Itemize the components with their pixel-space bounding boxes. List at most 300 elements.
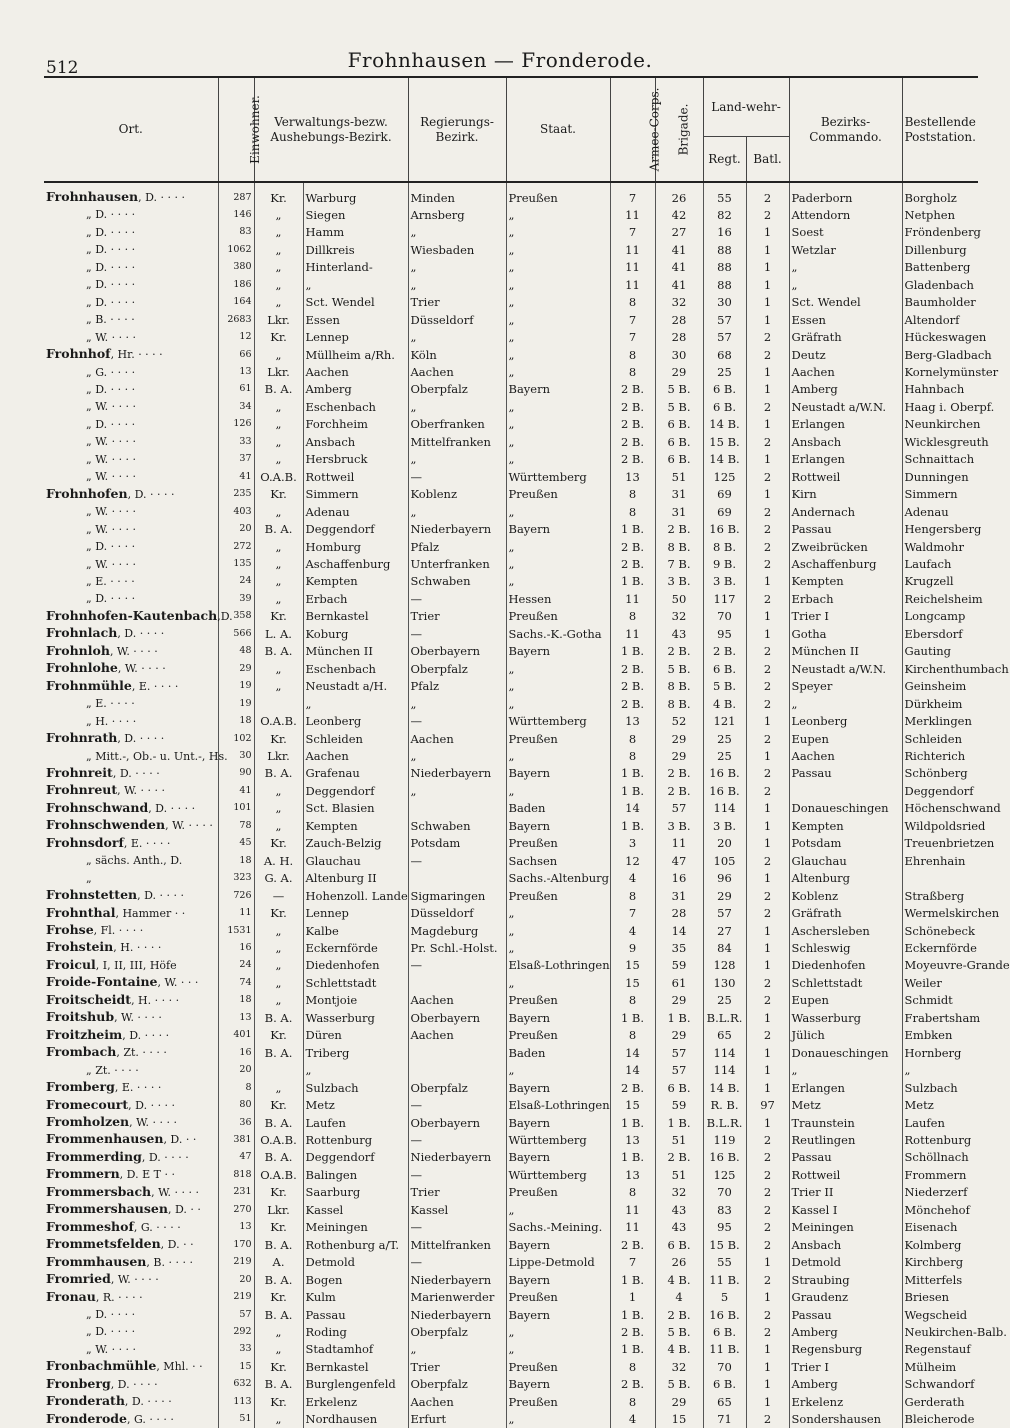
staat-cell: „ bbox=[506, 974, 610, 991]
brigade-cell: 1 B. bbox=[655, 1114, 703, 1131]
brigade-cell: 6 B. bbox=[655, 1236, 703, 1253]
armee-corps-cell: 2 B. bbox=[610, 451, 655, 468]
adm-district-cell: Glauchau bbox=[303, 852, 408, 869]
armee-corps-cell: 13 bbox=[610, 1166, 655, 1183]
staat-cell: „ bbox=[506, 433, 610, 450]
adm-type-cell: Kr. bbox=[254, 1289, 303, 1306]
armee-corps-cell: 8 bbox=[610, 1393, 655, 1410]
adm-district-cell: Diedenhofen bbox=[303, 957, 408, 974]
poststation-cell: Mülheim bbox=[902, 1358, 978, 1375]
adm-type-cell: „ bbox=[254, 974, 303, 991]
ort-name: Frohnloh bbox=[46, 642, 110, 658]
ort-cell bbox=[44, 817, 218, 834]
regt-cell: 65 bbox=[703, 1393, 746, 1410]
ort-cell bbox=[44, 1131, 218, 1148]
table-row bbox=[44, 1358, 978, 1375]
adm-type-cell: „ bbox=[254, 1411, 303, 1428]
adm-district-cell: Metz bbox=[303, 1097, 408, 1114]
brigade-cell: 59 bbox=[655, 957, 703, 974]
batl-cell: 2 bbox=[746, 503, 789, 520]
ort-name: Fromecourt bbox=[46, 1096, 129, 1112]
bezirks-commando-cell: Metz bbox=[789, 1097, 902, 1114]
adm-district-cell: Adenau bbox=[303, 503, 408, 520]
poststation-cell: Reichelsheim bbox=[902, 590, 978, 607]
adm-district-cell: Schlettstadt bbox=[303, 974, 408, 991]
header-bezirks-commando: Bezirks-Commando. bbox=[789, 77, 902, 182]
adm-type-cell: „ bbox=[254, 276, 303, 293]
batl-cell: 2 bbox=[746, 1201, 789, 1218]
bezirks-commando-cell: Passau bbox=[789, 521, 902, 538]
table-row bbox=[44, 468, 978, 485]
ort-name: Frohnthal bbox=[46, 904, 116, 920]
regt-cell: 114 bbox=[703, 1044, 746, 1061]
batl-cell: 1 bbox=[746, 1358, 789, 1375]
armee-corps-cell: 7 bbox=[610, 329, 655, 346]
regt-cell: 55 bbox=[703, 182, 746, 206]
batl-cell: 1 bbox=[746, 800, 789, 817]
adm-district-cell: Eschenbach bbox=[303, 398, 408, 415]
ort-suffix: , W. · · · · bbox=[165, 819, 213, 833]
table-row bbox=[44, 364, 978, 381]
armee-corps-cell: 11 bbox=[610, 241, 655, 258]
regt-cell: 55 bbox=[703, 1254, 746, 1271]
armee-corps-cell: 11 bbox=[610, 276, 655, 293]
regt-cell: 70 bbox=[703, 1358, 746, 1375]
bezirks-commando-cell: Potsdam bbox=[789, 835, 902, 852]
regt-cell: 57 bbox=[703, 905, 746, 922]
ort-cell bbox=[44, 782, 218, 799]
ort-name: Frommenhausen bbox=[46, 1131, 164, 1147]
batl-cell: 2 bbox=[746, 660, 789, 677]
brigade-cell: 52 bbox=[655, 713, 703, 730]
regt-cell: 16 B. bbox=[703, 765, 746, 782]
ort-cell bbox=[44, 1079, 218, 1096]
ort-suffix: „ W. · · · · bbox=[86, 400, 137, 414]
ort-name: Froitshub bbox=[46, 1009, 115, 1025]
adm-type-cell: B. A. bbox=[254, 381, 303, 398]
bezirks-commando-cell: Passau bbox=[789, 1149, 902, 1166]
ort-cell bbox=[44, 451, 218, 468]
staat-cell: Sachsen bbox=[506, 852, 610, 869]
ort-cell bbox=[44, 939, 218, 956]
poststation-cell: Waldmohr bbox=[902, 538, 978, 555]
brigade-cell: 51 bbox=[655, 468, 703, 485]
batl-cell: 1 bbox=[746, 939, 789, 956]
ort-suffix: „ D. · · · · bbox=[86, 278, 136, 292]
staat-cell: „ bbox=[506, 346, 610, 363]
einwohner-cell: 164 bbox=[218, 294, 254, 311]
staat-cell: Elsaß-Lothringen bbox=[506, 957, 610, 974]
regt-cell: B.L.R. bbox=[703, 1009, 746, 1026]
bezirks-commando-cell: Deutz bbox=[789, 346, 902, 363]
einwohner-cell: 292 bbox=[218, 1323, 254, 1340]
poststation-cell: Krugzell bbox=[902, 573, 978, 590]
batl-cell: 1 bbox=[746, 817, 789, 834]
bezirks-commando-cell: Amberg bbox=[789, 381, 902, 398]
header-landwehr-title: Land-wehr- bbox=[704, 78, 789, 137]
regt-cell: 57 bbox=[703, 311, 746, 328]
regt-cell: B.L.R. bbox=[703, 1114, 746, 1131]
regt-cell: 2 B. bbox=[703, 643, 746, 660]
brigade-cell: 57 bbox=[655, 800, 703, 817]
adm-district-cell: Bernkastel bbox=[303, 608, 408, 625]
ort-cell bbox=[44, 1289, 218, 1306]
ort-cell bbox=[44, 416, 218, 433]
brigade-cell: 28 bbox=[655, 905, 703, 922]
adm-district-cell: Simmern bbox=[303, 486, 408, 503]
header-verwaltung: Verwaltungs-bezw. Aushebungs-Bezirk. bbox=[254, 77, 408, 182]
batl-cell: 2 bbox=[746, 695, 789, 712]
ort-suffix: , B. · · · · bbox=[146, 1255, 193, 1269]
table-row bbox=[44, 329, 978, 346]
adm-district-cell: Hinterland- bbox=[303, 259, 408, 276]
armee-corps-cell: 9 bbox=[610, 939, 655, 956]
bezirks-commando-cell: München II bbox=[789, 643, 902, 660]
batl-cell: 2 bbox=[746, 782, 789, 799]
ort-name: Frommersbach bbox=[46, 1183, 152, 1199]
einwohner-cell: 19 bbox=[218, 678, 254, 695]
brigade-cell: 8 B. bbox=[655, 538, 703, 555]
regt-cell: 20 bbox=[703, 835, 746, 852]
bezirks-commando-cell: Rottweil bbox=[789, 468, 902, 485]
adm-district-cell: Essen bbox=[303, 311, 408, 328]
brigade-cell: 4 B. bbox=[655, 1271, 703, 1288]
table-row bbox=[44, 1079, 978, 1096]
header-brigade: Brigade. bbox=[655, 77, 703, 182]
table-row bbox=[44, 182, 978, 206]
adm-type-cell: B. A. bbox=[254, 521, 303, 538]
ort-suffix: , D. · · · · bbox=[141, 1150, 189, 1164]
regt-cell: 16 bbox=[703, 224, 746, 241]
table-row bbox=[44, 782, 978, 799]
bezirks-commando-cell: Paderborn bbox=[789, 182, 902, 206]
bezirks-commando-cell: Trier II bbox=[789, 1184, 902, 1201]
ort-suffix: , D. · · · · bbox=[112, 766, 160, 780]
armee-corps-cell: 15 bbox=[610, 957, 655, 974]
armee-corps-cell: 8 bbox=[610, 748, 655, 765]
staat-cell: Sachs.-Altenburg bbox=[506, 870, 610, 887]
adm-district-cell: Altenburg II bbox=[303, 870, 408, 887]
ort-suffix: , W. · · · · bbox=[110, 1273, 159, 1287]
brigade-cell: 1 B. bbox=[655, 1009, 703, 1026]
regierung-cell: Erfurt bbox=[408, 1411, 506, 1428]
regierung-cell: Unterfranken bbox=[408, 556, 506, 573]
adm-district-cell: Rottweil bbox=[303, 468, 408, 485]
table-row bbox=[44, 870, 978, 887]
staat-cell: Preußen bbox=[506, 1289, 610, 1306]
ort-name: Frommhausen bbox=[46, 1253, 147, 1269]
adm-district-cell: Aachen bbox=[303, 748, 408, 765]
ort-cell bbox=[44, 1062, 218, 1079]
regierung-cell: Düsseldorf bbox=[408, 311, 506, 328]
bezirks-commando-cell: Aschaffenburg bbox=[789, 556, 902, 573]
staat-cell: Preußen bbox=[506, 730, 610, 747]
armee-corps-cell: 13 bbox=[610, 1131, 655, 1148]
staat-cell: „ bbox=[506, 922, 610, 939]
adm-type-cell: „ bbox=[254, 241, 303, 258]
batl-cell: 2 bbox=[746, 678, 789, 695]
ort-cell bbox=[44, 259, 218, 276]
ort-cell bbox=[44, 887, 218, 904]
poststation-cell: Battenberg bbox=[902, 259, 978, 276]
batl-cell: 1 bbox=[746, 1376, 789, 1393]
ort-suffix: „ D. · · · · bbox=[86, 1325, 136, 1339]
armee-corps-cell: 8 bbox=[610, 730, 655, 747]
brigade-cell: 30 bbox=[655, 346, 703, 363]
table-row bbox=[44, 678, 978, 695]
staat-cell: Bayern bbox=[506, 765, 610, 782]
armee-corps-cell: 7 bbox=[610, 1254, 655, 1271]
batl-cell: 2 bbox=[746, 521, 789, 538]
table-row bbox=[44, 590, 978, 607]
ort-cell bbox=[44, 590, 218, 607]
adm-district-cell: Triberg bbox=[303, 1044, 408, 1061]
regierung-cell: Pfalz bbox=[408, 678, 506, 695]
ort-name: Frommerding bbox=[46, 1148, 142, 1164]
armee-corps-cell: 15 bbox=[610, 974, 655, 991]
ort-cell bbox=[44, 992, 218, 1009]
staat-cell: „ bbox=[506, 329, 610, 346]
table-row bbox=[44, 1341, 978, 1358]
armee-corps-cell: 1 B. bbox=[610, 765, 655, 782]
batl-cell: 2 bbox=[746, 887, 789, 904]
staat-cell: „ bbox=[506, 451, 610, 468]
table-row bbox=[44, 887, 978, 904]
regierung-cell: Kassel bbox=[408, 1201, 506, 1218]
table-row bbox=[44, 765, 978, 782]
brigade-cell: 11 bbox=[655, 835, 703, 852]
regt-cell: 15 B. bbox=[703, 1236, 746, 1253]
einwohner-cell: 102 bbox=[218, 730, 254, 747]
staat-cell: „ bbox=[506, 905, 610, 922]
table-row bbox=[44, 241, 978, 258]
adm-type-cell: Kr. bbox=[254, 486, 303, 503]
bezirks-commando-cell: Eupen bbox=[789, 730, 902, 747]
bezirks-commando-cell: Erbach bbox=[789, 590, 902, 607]
brigade-cell: 31 bbox=[655, 503, 703, 520]
armee-corps-cell: 8 bbox=[610, 887, 655, 904]
regierung-cell: „ bbox=[408, 1341, 506, 1358]
ort-suffix: „ D. · · · · bbox=[86, 243, 136, 257]
poststation-cell: Wegscheid bbox=[902, 1306, 978, 1323]
adm-type-cell: „ bbox=[254, 922, 303, 939]
armee-corps-cell: 11 bbox=[610, 1219, 655, 1236]
table-row bbox=[44, 1271, 978, 1288]
ort-suffix: „ W. · · · · bbox=[86, 435, 137, 449]
staat-cell: Bayern bbox=[506, 817, 610, 834]
regierung-cell bbox=[408, 974, 506, 991]
poststation-cell: Niederzerf bbox=[902, 1184, 978, 1201]
batl-cell: 1 bbox=[746, 1393, 789, 1410]
table-row bbox=[44, 957, 978, 974]
poststation-cell bbox=[902, 870, 978, 887]
staat-cell: „ bbox=[506, 276, 610, 293]
batl-cell: 1 bbox=[746, 224, 789, 241]
poststation-cell: Neukirchen-Balb. bbox=[902, 1323, 978, 1340]
adm-type-cell: „ bbox=[254, 939, 303, 956]
adm-district-cell: Burglengenfeld bbox=[303, 1376, 408, 1393]
regierung-cell: Minden bbox=[408, 182, 506, 206]
armee-corps-cell: 1 B. bbox=[610, 521, 655, 538]
adm-district-cell: Müllheim a/Rh. bbox=[303, 346, 408, 363]
poststation-cell: Schönebeck bbox=[902, 922, 978, 939]
batl-cell: 2 bbox=[746, 1323, 789, 1340]
ort-cell bbox=[44, 1411, 218, 1428]
adm-district-cell: Wasserburg bbox=[303, 1009, 408, 1026]
regierung-cell: „ bbox=[408, 748, 506, 765]
regt-cell: 88 bbox=[703, 241, 746, 258]
poststation-cell: Richterich bbox=[902, 748, 978, 765]
table-row bbox=[44, 206, 978, 223]
bezirks-commando-cell: Reutlingen bbox=[789, 1131, 902, 1148]
regt-cell: 65 bbox=[703, 1027, 746, 1044]
staat-cell: „ bbox=[506, 416, 610, 433]
ort-cell bbox=[44, 870, 218, 887]
ort-suffix: „ Mitt.-, Ob.- u. Unt.-, Hs. bbox=[86, 749, 228, 763]
einwohner-cell: 19 bbox=[218, 695, 254, 712]
bezirks-commando-cell: „ bbox=[789, 276, 902, 293]
regierung-cell: — bbox=[408, 468, 506, 485]
regierung-cell: Mittelfranken bbox=[408, 1236, 506, 1253]
adm-district-cell: Roding bbox=[303, 1323, 408, 1340]
armee-corps-cell: 11 bbox=[610, 259, 655, 276]
regt-cell: 88 bbox=[703, 276, 746, 293]
regierung-cell: — bbox=[408, 1166, 506, 1183]
ort-suffix: „ D. · · · · bbox=[86, 417, 136, 431]
adm-type-cell: „ bbox=[254, 660, 303, 677]
brigade-cell: 14 bbox=[655, 922, 703, 939]
einwohner-cell: 13 bbox=[218, 1219, 254, 1236]
armee-corps-cell: 14 bbox=[610, 1062, 655, 1079]
bezirks-commando-cell: Sct. Wendel bbox=[789, 294, 902, 311]
adm-district-cell: Stadtamhof bbox=[303, 1341, 408, 1358]
armee-corps-cell: 7 bbox=[610, 905, 655, 922]
einwohner-cell: 726 bbox=[218, 887, 254, 904]
brigade-cell: 35 bbox=[655, 939, 703, 956]
poststation-cell: Rottenburg bbox=[902, 1131, 978, 1148]
bezirks-commando-cell: „ bbox=[789, 1062, 902, 1079]
adm-type-cell: „ bbox=[254, 992, 303, 1009]
regierung-cell: Oberbayern bbox=[408, 1114, 506, 1131]
table-row bbox=[44, 922, 978, 939]
brigade-cell: 5 B. bbox=[655, 398, 703, 415]
ort-name: Frombach bbox=[46, 1044, 117, 1060]
regt-cell: 6 B. bbox=[703, 1323, 746, 1340]
batl-cell: 1 bbox=[746, 1341, 789, 1358]
batl-cell: 1 bbox=[746, 1079, 789, 1096]
running-head: Frohnhausen — Fronderode. bbox=[347, 48, 653, 72]
bezirks-commando-cell: Speyer bbox=[789, 678, 902, 695]
poststation-cell: Eckernförde bbox=[902, 939, 978, 956]
regierung-cell: „ bbox=[408, 695, 506, 712]
ort-cell bbox=[44, 1376, 218, 1393]
armee-corps-cell: 14 bbox=[610, 800, 655, 817]
regierung-cell: Düsseldorf bbox=[408, 905, 506, 922]
bezirks-commando-cell: Trier I bbox=[789, 608, 902, 625]
bezirks-commando-cell: Straubing bbox=[789, 1271, 902, 1288]
table-row bbox=[44, 1236, 978, 1253]
ort-cell bbox=[44, 364, 218, 381]
poststation-cell: Weiler bbox=[902, 974, 978, 991]
ort-suffix: , H. · · · · bbox=[131, 993, 180, 1007]
regierung-cell: Köln bbox=[408, 346, 506, 363]
ort-suffix: „ D. · · · · bbox=[86, 208, 136, 222]
ort-name: Fronderode bbox=[46, 1410, 127, 1426]
adm-type-cell: B. A. bbox=[254, 1044, 303, 1061]
ort-name: Frohnhofen-Kautenbach bbox=[46, 607, 218, 623]
poststation-cell: Hückeswagen bbox=[902, 329, 978, 346]
regierung-cell: Schwaben bbox=[408, 817, 506, 834]
poststation-cell: Hengersberg bbox=[902, 521, 978, 538]
adm-district-cell: Rothenburg a/T. bbox=[303, 1236, 408, 1253]
poststation-cell: Kolmberg bbox=[902, 1236, 978, 1253]
brigade-cell: 57 bbox=[655, 1044, 703, 1061]
poststation-cell: Netphen bbox=[902, 206, 978, 223]
table-row bbox=[44, 1219, 978, 1236]
table-row bbox=[44, 713, 978, 730]
ort-cell bbox=[44, 1236, 218, 1253]
armee-corps-cell: 8 bbox=[610, 364, 655, 381]
poststation-cell: Briesen bbox=[902, 1289, 978, 1306]
bezirks-commando-cell: Trier I bbox=[789, 1358, 902, 1375]
armee-corps-cell: 2 B. bbox=[610, 381, 655, 398]
regt-cell: 11 B. bbox=[703, 1271, 746, 1288]
ort-cell bbox=[44, 294, 218, 311]
adm-type-cell: O.A.B. bbox=[254, 1166, 303, 1183]
armee-corps-cell: 2 B. bbox=[610, 1236, 655, 1253]
poststation-cell: Gauting bbox=[902, 643, 978, 660]
staat-cell: Preußen bbox=[506, 835, 610, 852]
ort-suffix: , Zt. · · · · bbox=[116, 1046, 167, 1060]
staat-cell: „ bbox=[506, 311, 610, 328]
poststation-cell: Laufen bbox=[902, 1114, 978, 1131]
einwohner-cell: 24 bbox=[218, 957, 254, 974]
armee-corps-cell: 8 bbox=[610, 486, 655, 503]
staat-cell: „ bbox=[506, 259, 610, 276]
poststation-cell: Schönberg bbox=[902, 765, 978, 782]
armee-corps-cell: 1 B. bbox=[610, 1114, 655, 1131]
regierung-cell: Aachen bbox=[408, 1393, 506, 1410]
bezirks-commando-cell: Zweibrücken bbox=[789, 538, 902, 555]
staat-cell: „ bbox=[506, 241, 610, 258]
ort-name: Frohnrath bbox=[46, 730, 118, 746]
batl-cell: 1 bbox=[746, 713, 789, 730]
batl-cell: 2 bbox=[746, 538, 789, 555]
regierung-cell: — bbox=[408, 957, 506, 974]
adm-type-cell: Kr. bbox=[254, 905, 303, 922]
adm-type-cell: „ bbox=[254, 1341, 303, 1358]
ort-suffix: , Fl. · · · · bbox=[93, 924, 144, 938]
adm-district-cell: Schleiden bbox=[303, 730, 408, 747]
ort-cell bbox=[44, 1219, 218, 1236]
armee-corps-cell: 4 bbox=[610, 922, 655, 939]
batl-cell: 1 bbox=[746, 835, 789, 852]
regierung-cell: — bbox=[408, 1254, 506, 1271]
einwohner-cell: 24 bbox=[218, 573, 254, 590]
einwohner-cell: 272 bbox=[218, 538, 254, 555]
regt-cell: 15 B. bbox=[703, 433, 746, 450]
batl-cell: 1 bbox=[746, 311, 789, 328]
ort-suffix: , E. · · · · bbox=[114, 1081, 162, 1095]
poststation-cell: Kirchberg bbox=[902, 1254, 978, 1271]
brigade-cell: 29 bbox=[655, 364, 703, 381]
adm-type-cell: B. A. bbox=[254, 765, 303, 782]
ort-suffix: , W. · · · · bbox=[151, 1185, 200, 1199]
regierung-cell: — bbox=[408, 625, 506, 642]
ort-suffix: , D. · · · · bbox=[148, 801, 196, 815]
ort-suffix: , D. E T · · bbox=[119, 1168, 175, 1182]
table-header bbox=[44, 77, 978, 182]
